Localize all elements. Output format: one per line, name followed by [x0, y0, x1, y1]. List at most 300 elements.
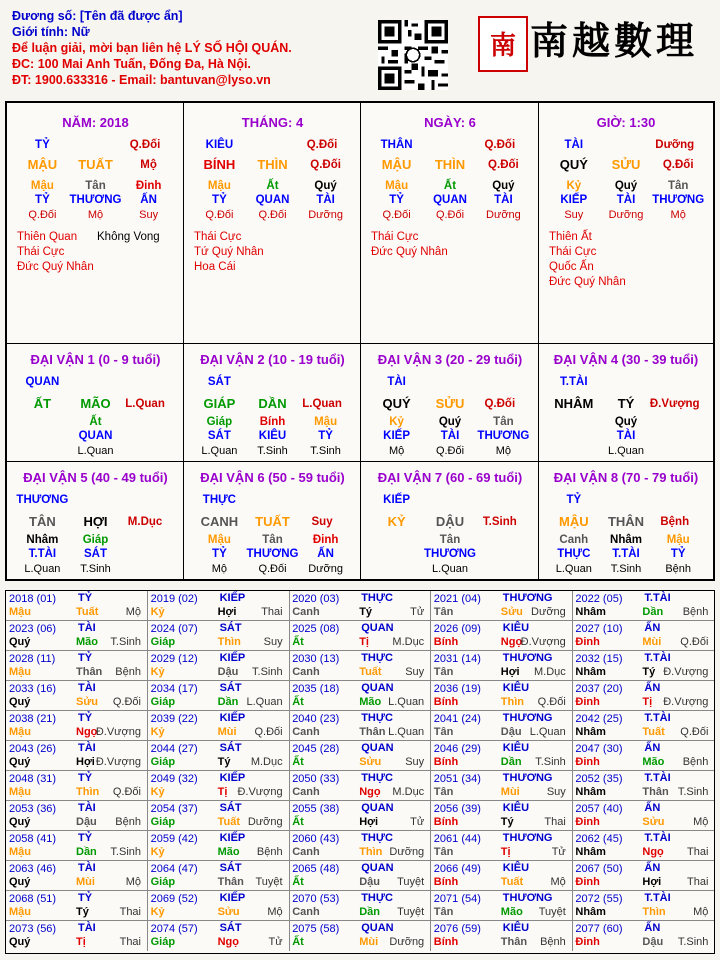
branch: Dậu: [500, 726, 522, 738]
stem: Canh: [292, 606, 320, 618]
branch: Hợi: [500, 666, 520, 678]
ten-god: KIẾP: [219, 832, 246, 844]
stem: Giáp: [150, 756, 176, 768]
hidden-stem: Ất: [443, 180, 457, 192]
life-stage: Bệnh: [115, 666, 141, 678]
annual-luck-cell: [6, 711, 148, 741]
stem: Đinh: [575, 936, 600, 948]
annual-luck-cell: [6, 921, 148, 951]
hidden-ten-god: KIÊU: [258, 430, 287, 442]
branch: Mùi: [500, 786, 520, 798]
ten-god: TỶ: [78, 592, 93, 604]
annual-luck-cell: [6, 771, 148, 801]
hidden-life-stage: L.Quan: [431, 563, 469, 575]
life-stage: Mộ: [140, 159, 157, 171]
branch: Tý: [359, 606, 373, 618]
branch: Thân: [76, 666, 103, 678]
annual-luck-cell: [6, 891, 148, 921]
stem: Giáp: [150, 696, 176, 708]
annual-luck-cell: [148, 801, 290, 831]
hidden-stem: Đinh: [312, 534, 339, 546]
stem-god: TỶ: [566, 494, 582, 506]
hidden-life-stage: Mộ: [495, 445, 512, 457]
bazi-chart: [5, 101, 715, 581]
dai-van-title: ĐẠI VẬN 6 (50 - 59 tuổi): [200, 470, 345, 485]
ten-god: KIÊU: [502, 862, 530, 874]
hidden-stem: Tân: [262, 534, 283, 546]
stem-god: TÀI: [387, 376, 406, 388]
hidden-ten-god: THƯƠNG: [477, 430, 530, 442]
red-seal-logo: 南: [478, 16, 528, 72]
stem: Canh: [292, 786, 320, 798]
stem: Ất: [292, 876, 304, 888]
annual-luck-cell: [431, 801, 573, 831]
stem-god: KIÊU: [205, 139, 234, 151]
year-label: 2075 (58): [292, 923, 340, 935]
life-stage: Suy: [263, 636, 283, 648]
earthly-branch: THÌN: [434, 157, 466, 172]
year-label: 2022 (05): [575, 593, 623, 605]
year-label: 2036 (19): [433, 683, 481, 695]
hidden-life-stage: L.Quan: [555, 563, 592, 575]
life-stage: M.Dục: [392, 786, 425, 798]
ten-god: THỰC: [361, 652, 393, 664]
stem: Nhâm: [575, 726, 606, 738]
hidden-ten-god: T.TÀI: [28, 548, 57, 560]
hidden-life-stage: Q.Đối: [258, 209, 287, 221]
ten-god: ẤN: [644, 922, 661, 934]
stem: Ất: [292, 936, 304, 948]
stem: Kỷ: [150, 846, 165, 858]
stem: Bính: [433, 636, 459, 648]
life-stage: Mộ: [550, 876, 566, 888]
hidden-stem: Ất: [266, 180, 279, 192]
branch: Hợi: [76, 756, 95, 768]
life-stage: T.Sinh: [482, 516, 517, 528]
hidden-ten-god: THƯƠNG: [69, 194, 122, 206]
ten-god: THỰC: [361, 832, 393, 844]
year-label: 2033 (16): [9, 683, 57, 695]
branch: Tý: [217, 756, 231, 768]
branch: Dần: [217, 696, 239, 708]
annual-luck-cell: [6, 621, 148, 651]
year-label: 2060 (43): [292, 833, 340, 845]
stem: Canh: [292, 666, 320, 678]
heavenly-stem: ẤT: [33, 396, 52, 411]
hidden-life-stage: Q.Đối: [258, 563, 287, 575]
year-label: 2051 (34): [433, 773, 481, 785]
life-stage: M.Dục: [250, 756, 283, 768]
stem: Kỷ: [150, 606, 165, 618]
shen-sha-star: Hoa Cái: [194, 261, 236, 273]
dai-van-title: ĐẠI VẬN 3 (20 - 29 tuổi): [377, 352, 523, 367]
hidden-life-stage: Mộ: [670, 209, 686, 221]
life-stage: Dưỡng: [531, 606, 566, 618]
shen-sha-star: Thái Cực: [194, 231, 242, 243]
branch-god: Q.Đối: [484, 139, 516, 151]
stem: Đinh: [575, 816, 600, 828]
year-label: 2064 (47): [150, 863, 198, 875]
stem: Ất: [292, 756, 304, 768]
branch: Tị: [76, 936, 86, 948]
life-stage: Suy: [546, 786, 566, 798]
hidden-stem: Canh: [559, 534, 589, 546]
life-stage: Đ.Vượng: [95, 756, 141, 768]
year-label: 2021 (04): [433, 593, 481, 605]
annual-luck-cell: [148, 591, 290, 621]
year-label: 2071 (54): [433, 893, 481, 905]
ten-god: T.TÀI: [644, 772, 671, 784]
ten-god: KIÊU: [502, 622, 530, 634]
annual-luck-cell: [148, 681, 290, 711]
ten-god: THƯƠNG: [502, 772, 553, 784]
ten-god: TỶ: [78, 892, 93, 904]
stem: Nhâm: [575, 846, 606, 858]
life-stage: Bệnh: [682, 756, 709, 768]
year-label: 2038 (21): [9, 713, 57, 725]
year-label: 2056 (39): [433, 803, 481, 815]
year-label: 2029 (12): [150, 653, 198, 665]
ten-god: THƯƠNG: [502, 832, 553, 844]
pillar-title: GIỜ: 1:30: [596, 115, 656, 130]
earthly-branch: DẬU: [435, 514, 465, 529]
annual-luck-cell: [289, 651, 431, 681]
ten-god: ẤN: [644, 682, 661, 694]
stem: Kỷ: [150, 906, 165, 918]
hidden-ten-god: SÁT: [84, 548, 107, 560]
branch: Mùi: [642, 636, 662, 648]
stem: Đinh: [575, 696, 600, 708]
brand-calligraphy: 南越數理: [530, 18, 699, 63]
hidden-ten-god: THƯƠNG: [246, 548, 299, 560]
life-stage: M.Dục: [127, 516, 163, 528]
stem: Giáp: [150, 876, 176, 888]
year-label: 2030 (13): [292, 653, 340, 665]
ten-god: ẤN: [644, 742, 661, 754]
shen-sha-star: Thiên Ất: [549, 231, 592, 243]
stem: Quý: [9, 816, 31, 828]
ten-god: SÁT: [219, 802, 242, 814]
year-label: 2031 (14): [433, 653, 481, 665]
annual-luck-cell: [148, 741, 290, 771]
year-label: 2068 (51): [9, 893, 57, 905]
heavenly-stem: CANH: [200, 514, 239, 529]
stem: Nhâm: [575, 906, 606, 918]
life-stage: T.Sinh: [252, 666, 283, 678]
annual-luck-cell: [148, 771, 290, 801]
year-label: 2039 (22): [150, 713, 198, 725]
annual-luck-cell: [431, 891, 573, 921]
hidden-life-stage: L.Quan: [24, 563, 61, 575]
year-label: 2062 (45): [575, 833, 623, 845]
life-stage: Thai: [544, 816, 566, 828]
branch-god: Dưỡng: [655, 139, 695, 151]
annual-luck-cell: [6, 591, 148, 621]
earthly-branch: MÃO: [80, 396, 111, 411]
hidden-stem: Tân: [85, 180, 106, 192]
hidden-life-stage: Suy: [564, 209, 584, 221]
branch: Sửu: [642, 816, 665, 828]
year-label: 2046 (29): [433, 743, 481, 755]
branch: Tuất: [500, 876, 524, 888]
annual-luck-cell: [6, 801, 148, 831]
ten-god: QUAN: [361, 742, 394, 754]
year-label: 2037 (20): [575, 683, 623, 695]
heavenly-stem: NHÂM: [554, 396, 594, 411]
stem: Quý: [9, 876, 31, 888]
life-stage: Suy: [405, 756, 425, 768]
year-label: 2070 (53): [292, 893, 340, 905]
hidden-life-stage: Q.Đối: [205, 209, 234, 221]
year-label: 2020 (03): [292, 593, 340, 605]
branch: Tuất: [217, 816, 240, 828]
stem-god: THÂN: [380, 139, 413, 151]
dai-van-cell: [7, 462, 184, 581]
year-label: 2069 (52): [150, 893, 198, 905]
ten-god: T.TÀI: [644, 592, 671, 604]
annual-luck-cell: [289, 831, 431, 861]
dai-van-cell: [361, 462, 539, 581]
annual-luck-cell: [572, 921, 714, 951]
life-stage: Q.Đối: [680, 636, 709, 648]
hidden-ten-god: TỶ: [670, 548, 686, 560]
ten-god: TÀI: [78, 802, 96, 814]
branch: Ngọ: [76, 726, 98, 738]
branch: Ngọ: [217, 936, 239, 948]
branch: Mùi: [76, 876, 95, 888]
life-stage: Đ.Vượng: [663, 666, 709, 678]
ten-god: THƯƠNG: [502, 652, 553, 664]
pillar-title: NĂM: 2018: [62, 115, 129, 130]
life-stage: L.Quan: [388, 696, 425, 708]
hidden-stem: Quý: [438, 416, 462, 428]
stem: Kỷ: [150, 726, 165, 738]
stem: Canh: [292, 906, 320, 918]
hidden-ten-god: THỰC: [557, 548, 591, 560]
ten-god: THỰC: [361, 592, 393, 604]
annual-luck-cell: [572, 621, 714, 651]
ten-god: KIẾP: [219, 652, 246, 664]
year-label: 2063 (46): [9, 863, 57, 875]
branch: Tị: [217, 786, 228, 798]
life-stage: Đ.Vượng: [95, 726, 141, 738]
life-stage: Q.Đối: [488, 159, 519, 171]
stem: Quý: [9, 696, 31, 708]
branch: Mão: [217, 846, 240, 858]
stem: Quý: [9, 636, 31, 648]
heavenly-stem: QUÝ: [382, 396, 411, 411]
hidden-ten-god: KIẾP: [560, 194, 588, 206]
annual-luck-cell: [289, 771, 431, 801]
hidden-life-stage: L.Quan: [77, 445, 114, 457]
year-label: 2034 (17): [150, 683, 198, 695]
annual-luck-cell: [572, 591, 714, 621]
annual-luck-cell: [572, 861, 714, 891]
stem: Bính: [433, 816, 459, 828]
life-stage: Tử: [410, 816, 425, 828]
life-stage: Thai: [686, 876, 709, 888]
earthly-branch: THÌN: [257, 157, 288, 172]
hidden-life-stage: Dưỡng: [308, 209, 343, 221]
hidden-life-stage: Mộ: [211, 563, 228, 575]
hidden-life-stage: L.Quan: [201, 445, 238, 457]
year-label: 2058 (41): [9, 833, 57, 845]
hidden-stem: Tân: [493, 416, 514, 428]
year-label: 2073 (56): [9, 923, 57, 935]
heavenly-stem: MẬU: [558, 514, 589, 529]
annual-luck-cell: [289, 711, 431, 741]
dai-van-title: ĐẠI VẬN 7 (60 - 69 tuổi): [377, 470, 523, 485]
hidden-life-stage: T.Sinh: [310, 445, 341, 457]
ten-god: KIẾP: [219, 892, 246, 904]
life-stage: Đ.Vượng: [520, 636, 566, 648]
earthly-branch: SỬU: [611, 157, 641, 172]
ten-god: ẤN: [644, 862, 661, 874]
stem: Giáp: [150, 816, 176, 828]
stem: Giáp: [150, 936, 176, 948]
dai-van-cell: [539, 462, 713, 581]
hidden-stem: Đinh: [135, 180, 162, 192]
stem: Mậu: [9, 606, 31, 618]
annual-luck-cell: [289, 801, 431, 831]
earthly-branch: TÝ: [617, 396, 635, 411]
hidden-stem: Quý: [314, 180, 337, 192]
year-label: 2077 (60): [575, 923, 623, 935]
year-label: 2065 (48): [292, 863, 340, 875]
annual-luck-cell: [572, 711, 714, 741]
dai-van-title: ĐẠI VẬN 4 (30 - 39 tuổi): [553, 352, 699, 367]
hidden-ten-god: TỶ: [212, 194, 227, 206]
hidden-life-stage: Mộ: [87, 209, 104, 221]
hidden-ten-god: ẤN: [140, 194, 157, 206]
branch: Hợi: [217, 606, 237, 618]
shen-sha-star: Không Vong: [97, 231, 160, 243]
life-stage: Q.Đối: [310, 159, 341, 171]
address: ĐC: 100 Mai Anh Tuấn, Đống Đa, Hà Nội.: [12, 57, 251, 71]
hidden-ten-god: QUAN: [78, 430, 113, 442]
stem-god: SÁT: [207, 376, 231, 388]
stem: Canh: [292, 726, 320, 738]
hidden-ten-god: TÀI: [440, 430, 460, 442]
life-stage: Tử: [551, 846, 566, 858]
branch: Tý: [500, 816, 514, 828]
branch: Tuất: [359, 666, 382, 678]
hidden-stem: Quý: [614, 416, 638, 428]
hidden-ten-god: THƯƠNG: [424, 548, 476, 560]
owner-name: Đương số: [Tên đã được ẩn]: [12, 9, 183, 23]
year-label: 2024 (07): [150, 623, 198, 635]
hidden-life-stage: Dưỡng: [486, 209, 521, 221]
stem: Tân: [433, 846, 454, 858]
annual-luck-cell: [431, 621, 573, 651]
pillar-cell: [7, 103, 184, 344]
hidden-life-stage: Mộ: [388, 445, 405, 457]
branch: Ngọ: [359, 786, 381, 798]
branch: Ngọ: [500, 636, 523, 648]
branch: Thân: [217, 876, 244, 888]
ten-god: THỰC: [361, 892, 393, 904]
ten-god: THỰC: [361, 772, 393, 784]
branch: Dần: [642, 606, 664, 618]
life-stage: M.Dục: [392, 636, 425, 648]
branch-god: Q.Đối: [306, 139, 338, 151]
life-stage: Q.Đối: [537, 696, 566, 708]
life-stage: Thai: [261, 606, 283, 618]
life-stage: Bệnh: [115, 816, 141, 828]
annual-luck-cell: [289, 741, 431, 771]
shen-sha-star: Thiên Quan: [17, 231, 78, 243]
hidden-stem: Giáp: [82, 534, 109, 546]
annual-luck-cell: [431, 861, 573, 891]
pillar-title: NGÀY: 6: [424, 115, 476, 130]
hidden-life-stage: Q.Đối: [435, 445, 465, 457]
ten-god: SÁT: [219, 682, 242, 694]
heavenly-stem: TÂN: [29, 514, 56, 529]
hidden-stem: Mậu: [207, 534, 231, 546]
life-stage: Q.Đối: [112, 786, 141, 798]
stem-god: KIẾP: [383, 494, 411, 506]
ten-god: KIÊU: [502, 742, 530, 754]
branch: Ngọ: [642, 846, 664, 858]
life-stage: Đ.Vượng: [237, 786, 283, 798]
ten-god: TÀI: [78, 622, 96, 634]
branch: Dậu: [217, 666, 239, 678]
shen-sha-star: Thái Cực: [17, 246, 65, 258]
hidden-life-stage: Bệnh: [665, 563, 692, 575]
branch: Thìn: [217, 636, 241, 648]
phone-email: ĐT: 1900.633316 - Email: bantuvan@lyso.vn: [12, 73, 271, 87]
ten-god: QUAN: [361, 802, 394, 814]
ten-god: TỶ: [78, 832, 93, 844]
hidden-ten-god: TÀI: [316, 194, 335, 206]
annual-luck-cell: [148, 651, 290, 681]
contact-invite: Để luận giải, mời bạn liên hệ LÝ SỐ HỘI QUÁN.: [12, 41, 292, 55]
dai-van-cell: [184, 462, 361, 581]
ten-god: KIÊU: [502, 802, 530, 814]
ten-god: SÁT: [219, 742, 242, 754]
hidden-life-stage: Q.Đối: [28, 209, 57, 221]
annual-luck-cell: [572, 681, 714, 711]
ten-god: KIÊU: [502, 682, 530, 694]
hidden-life-stage: T.Sinh: [80, 563, 111, 575]
stem: Ất: [292, 816, 304, 828]
year-label: 2028 (11): [9, 653, 56, 665]
ten-god: T.TÀI: [644, 652, 671, 664]
life-stage: T.Sinh: [677, 936, 709, 948]
branch: Tị: [500, 846, 511, 858]
branch: Tị: [642, 696, 653, 708]
annual-luck-cell: [289, 591, 431, 621]
stem-god: TỶ: [35, 139, 50, 151]
year-label: 2043 (26): [9, 743, 57, 755]
stem: Mậu: [9, 846, 31, 858]
life-stage: Suy: [405, 666, 425, 678]
hidden-ten-god: TỶ: [318, 430, 333, 442]
dai-van-cell: [361, 344, 539, 462]
earthly-branch: THÂN: [607, 514, 645, 529]
year-label: 2072 (55): [575, 893, 623, 905]
stem: Đinh: [575, 876, 600, 888]
ten-god: THƯƠNG: [502, 712, 553, 724]
branch: Thìn: [76, 786, 100, 798]
branch: Mão: [500, 906, 523, 918]
annual-luck-cell: [431, 921, 573, 951]
annual-luck-cell: [572, 891, 714, 921]
life-stage: Tuyệt: [538, 906, 566, 918]
year-label: 2055 (38): [292, 803, 340, 815]
year-label: 2027 (10): [575, 623, 623, 635]
ten-god: QUAN: [361, 862, 394, 874]
